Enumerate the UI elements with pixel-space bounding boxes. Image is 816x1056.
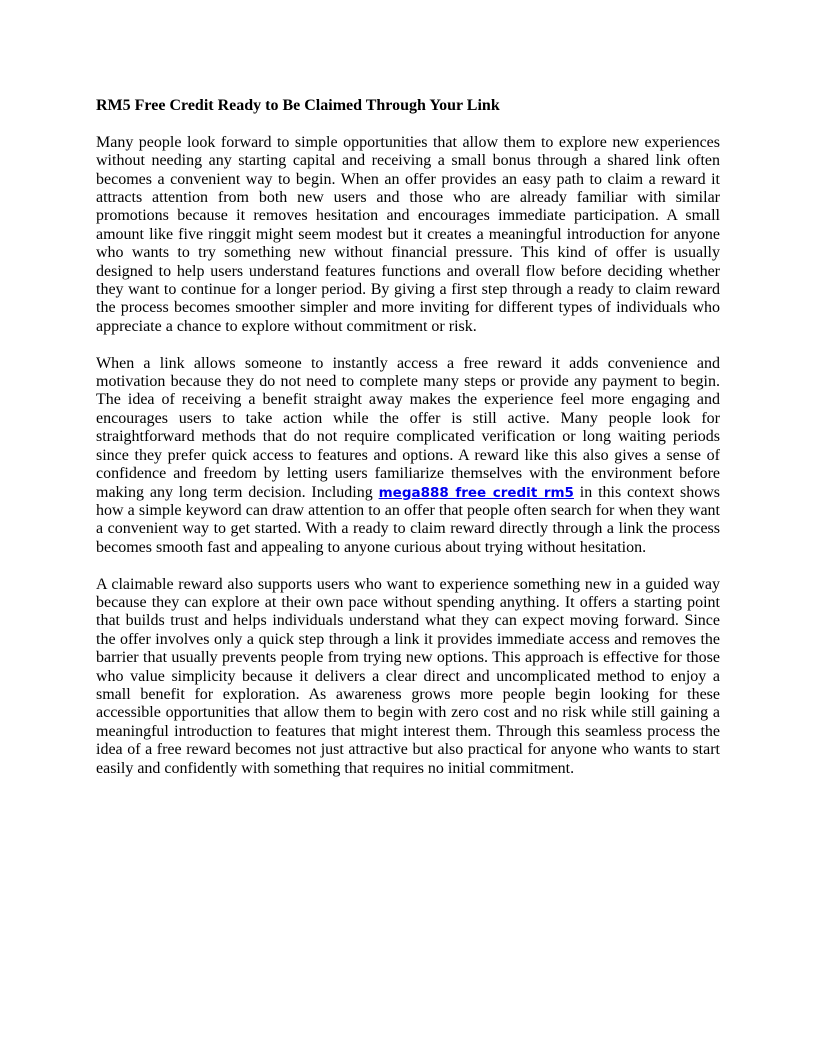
paragraph-intro: Many people look forward to simple opportunities that allow them to explore new experiences without needing any starting capital and receiving a small bonus through a shared link often becomes a convenient way to begin. When an offer provides an easy path to claim a reward it attracts attention from both new users and those who are already familiar with similar promotions because it removes hesitation and encourages immediate participation. A small amount like five ringgit might seem modest but it creates a meaningful introduction for anyone who wants to try something new without financial pressure. This kind of offer is usually designed to help users understand features functions and overall flow before deciding whether they want to continue for a longer period. By giving a first step through a ready to claim reward the process becomes smoother simpler and more inviting for different types of individuals who appreciate a chance to explore without commitment or risk.	[96, 133, 720, 335]
paragraph-link-before-text: When a link allows someone to instantly access a free reward it adds convenience and motivation because they do not need to complete many steps or provide any payment to begin. The idea of receiving a benefit straight away makes the experience feel more engaging and encourages users to take action while the offer is still active. Many people look for straightforward methods that do not require complicated verification or long waiting periods since they prefer quick access to features and options. A reward like this also gives a sense of confidence and freedom by letting users familiarize themselves with the environment before making any long term decision. Including	[96, 354, 720, 501]
document-title: RM5 Free Credit Ready to Be Claimed Through Your Link	[96, 97, 500, 114]
paragraph-link	[96, 355, 720, 557]
mega888-free-credit-link[interactable]: mega888 free credit rm5	[378, 484, 574, 501]
paragraph-link-after-text: in this context shows how a simple keyword can draw attention to an offer that people often search for when they want a convenient way to get started. With a ready to claim reward directly through a link the process becomes smooth fast and appealing to anyone curious about trying without hesitation.	[96, 483, 720, 556]
paragraph-closing: A claimable reward also supports users who want to experience something new in a guided way because they can explore at their own pace without spending anything. It offers a starting point that builds trust and helps individuals understand what they can expect moving forward. Since the offer involves only a quick step through a link it provides immediate access and removes the barrier that usually prevents people from trying new options. This approach is effective for those who value simplicity because it delivers a clear direct and uncomplicated method to enjoy a small benefit for exploration. As awareness grows more people begin looking for these accessible opportunities that allow them to begin with zero cost and no risk while still gaining a meaningful introduction to features that might interest them. Through this seamless process the idea of a free reward becomes not just attractive but also practical for anyone who wants to start easily and confidently with something that requires no initial commitment.	[96, 575, 720, 777]
